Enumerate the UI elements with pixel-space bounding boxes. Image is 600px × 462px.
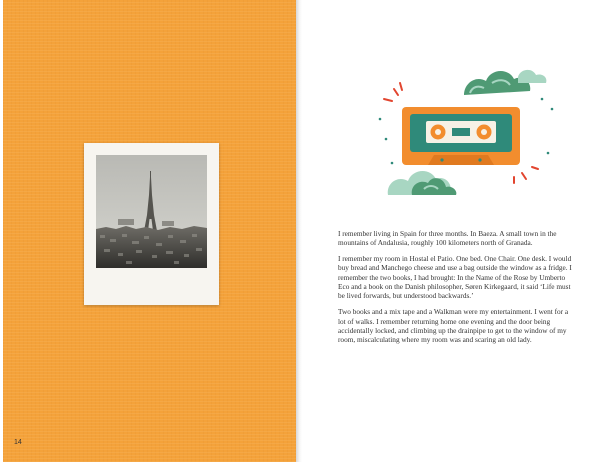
cloud-icon <box>388 171 457 195</box>
cassette-tape-illustration <box>372 55 562 200</box>
body-text <box>338 229 576 351</box>
right-page <box>302 0 600 462</box>
paragraph-2: I remember my room in Hostal el Patio. One bed. One Chair. One desk. I would buy bread and Manchego cheese and use a bag outside the window as a fridge. I remember the two books, I had brought: In the Name of the Rose by Umberto Eco and a book on the Danish philosopher, Søren Kirkegaard, it said ‘Life must be lived forwards, but understood backwards.’ <box>338 254 572 301</box>
page-number: 14 <box>14 439 22 446</box>
left-page <box>3 0 297 462</box>
paragraph-3: Two books and a mix tape and a Walkman were my entertainment. I went for a lot of walks. I remember returning home one evening and the door being accidentally locked, and climbing up the drainpipe to get to the window of my room, miscalculating where my room was and scaring an old lady. <box>338 307 569 345</box>
paris-eiffel-tower-photo <box>96 155 207 268</box>
paragraph-1: I remember living in Spain for three months. In Baeza. A small town in the mountains of Andalusia, roughly 100 kilometers north of Granada. <box>338 229 557 248</box>
photo-image <box>96 155 207 268</box>
polaroid-frame <box>84 143 219 305</box>
